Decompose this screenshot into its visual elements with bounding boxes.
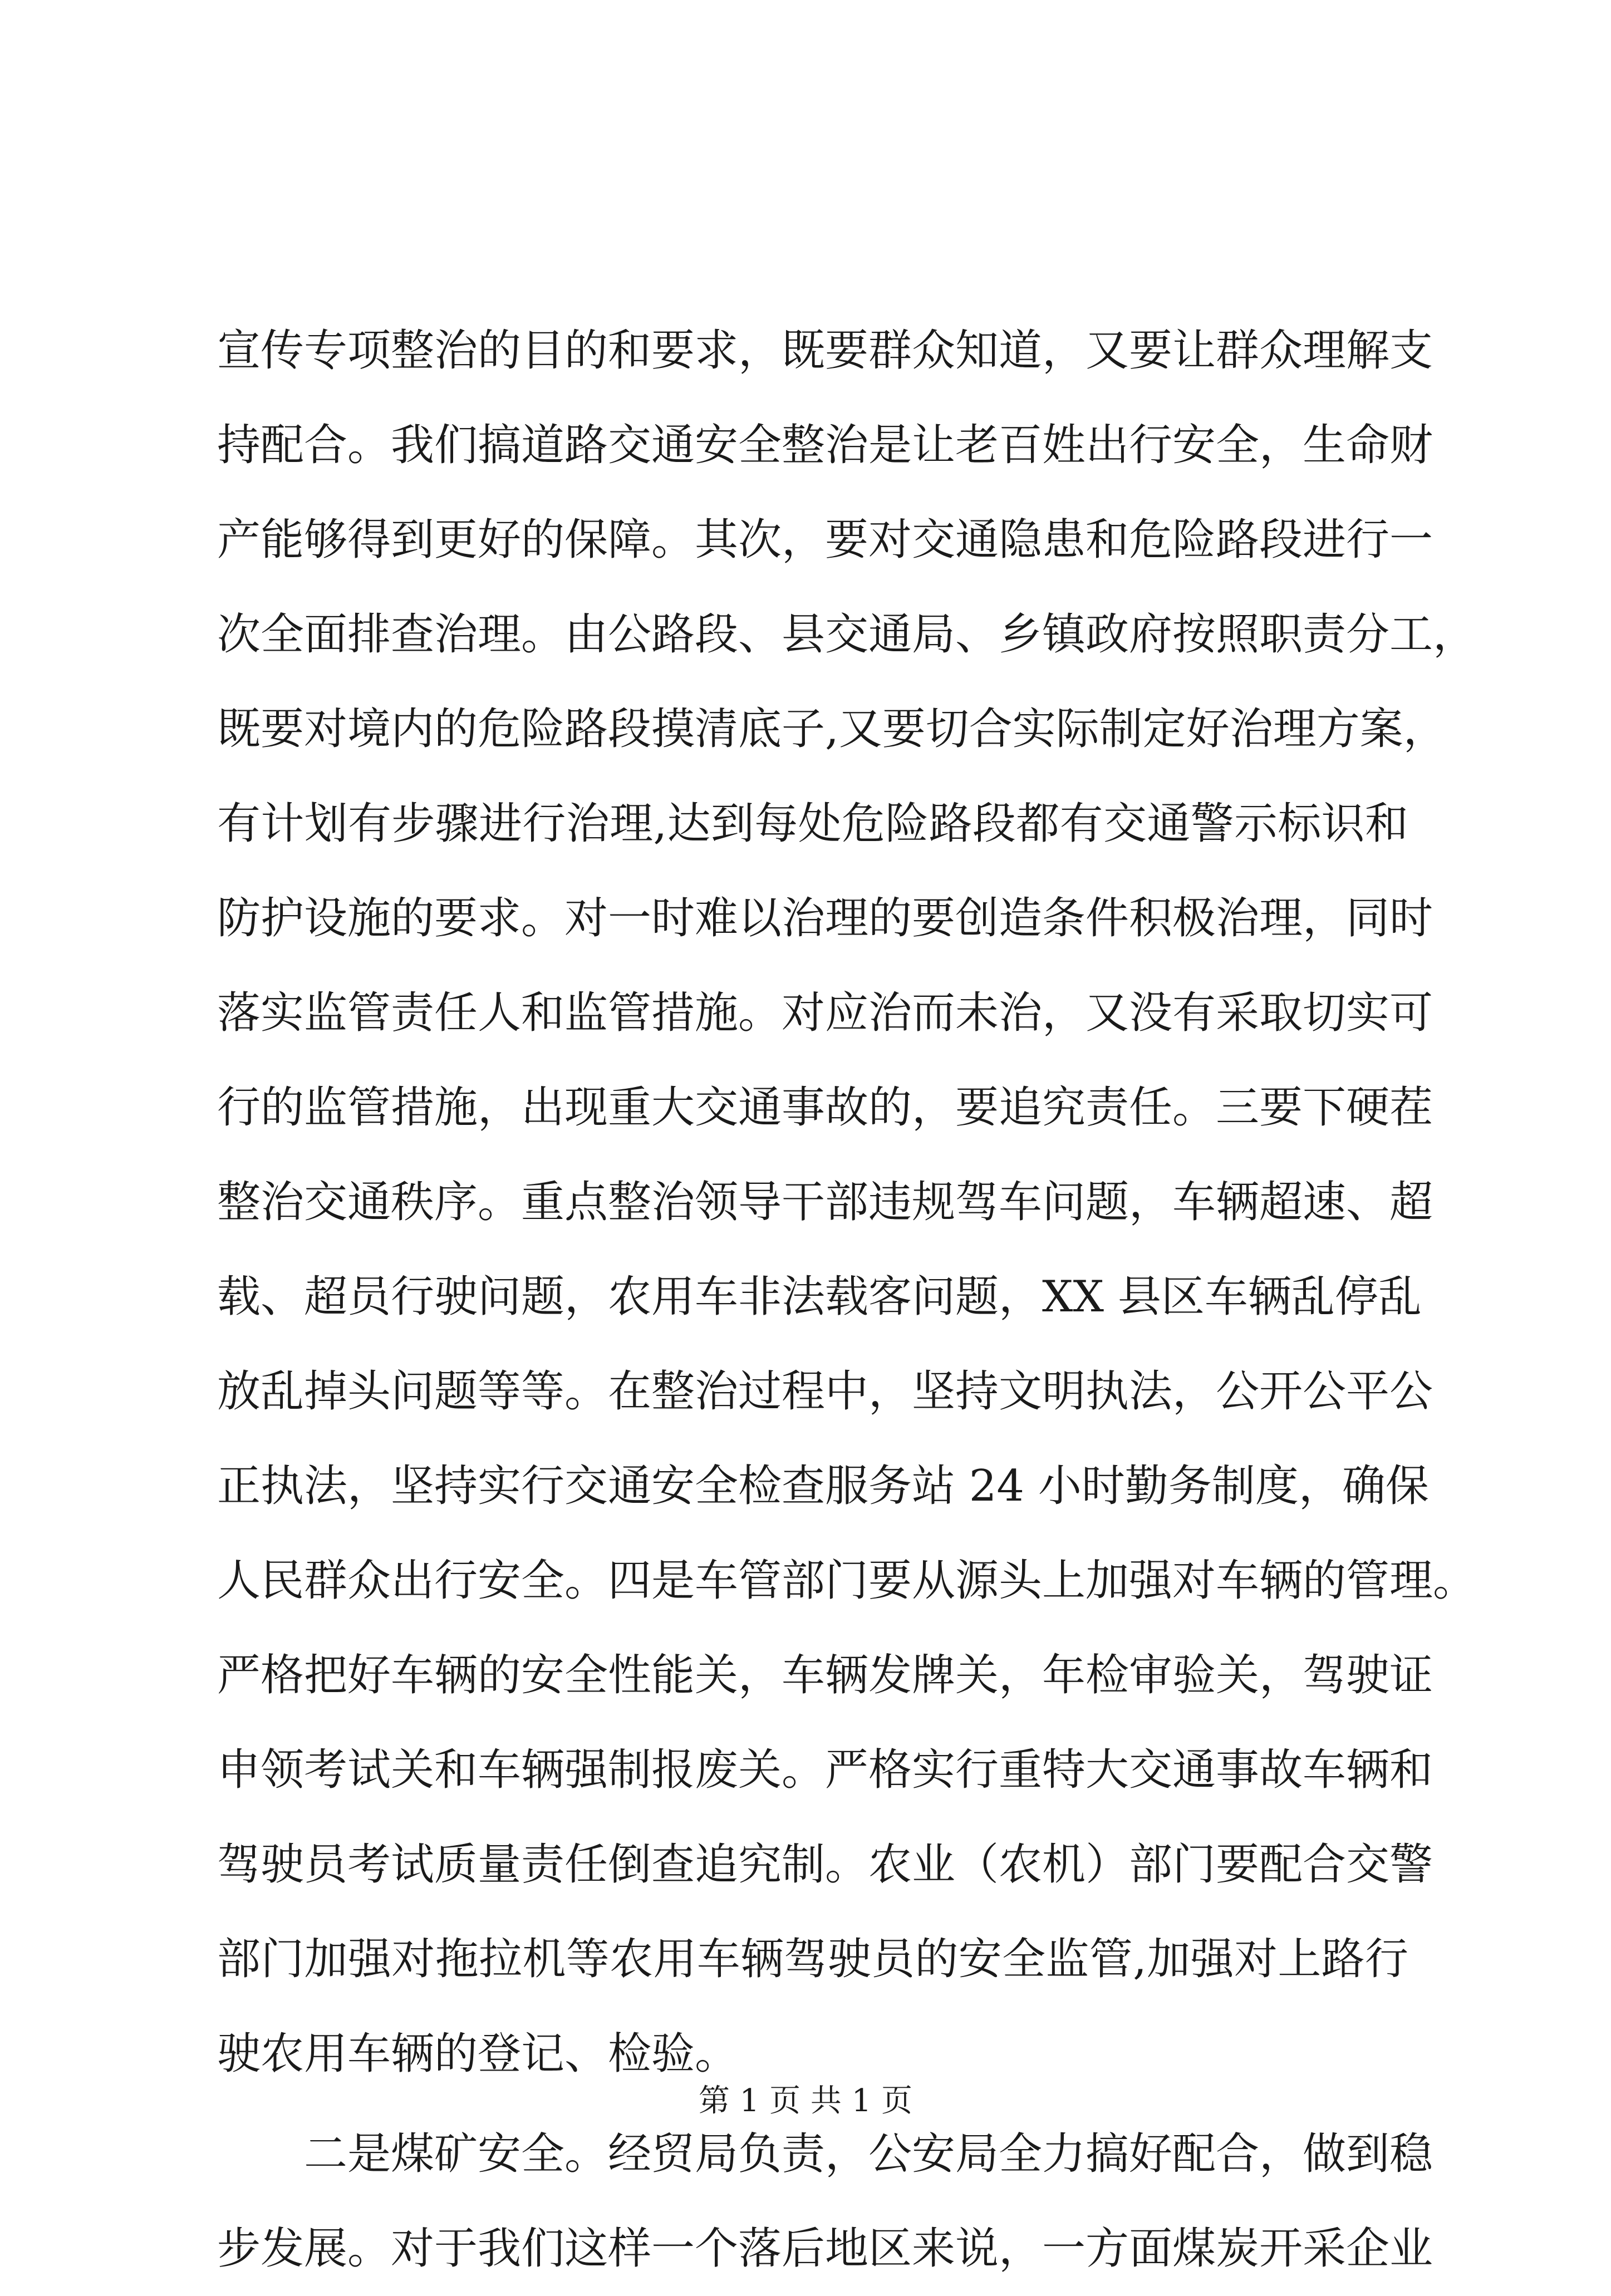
text-line: 放乱掉头问题等等。在整治过程中，坚持文明执法，公开公平公 (217, 1366, 1433, 1417)
text-line: 载、超员行驶问题，农用车非法载客问题，XX 县区车辆乱停乱 (217, 1272, 1422, 1322)
text-line: 行的监管措施，出现重大交通事故的，要追究责任。三要下硬茬 (217, 1083, 1433, 1133)
text-line: 驶农用车辆的登记、检验。 (217, 2029, 739, 2079)
text-line: 防护设施的要求。对一时难以治理的要创造条件积极治理，同时 (217, 893, 1433, 943)
text-line: 步发展。对于我们这样一个落后地区来说，一方面煤炭开采企业 (217, 2224, 1433, 2274)
text-line: 人民群众出行安全。四是车管部门要从源头上加强对车辆的管理。 (217, 1556, 1477, 1606)
text-line: 既要对境内的危险路段摸清底子,又要切合实际制定好治理方案， (217, 704, 1447, 754)
paragraph-2 (217, 2107, 1433, 2296)
text-line: 有计划有步骤进行治理,达到每处危险路段都有交通警示标识和 (217, 799, 1408, 849)
text-line: 整治交通秩序。重点整治领导干部违规驾车问题，车辆超速、超 (217, 1177, 1433, 1227)
text-line: 正执法，坚持实行交通安全检查服务站 24 小时勤务制度，确保 (217, 1461, 1429, 1511)
text-line: 次全面排查治理。由公路段、县交通局、乡镇政府按照职责分工， (217, 609, 1477, 660)
text-line: 落实监管责任人和监管措施。对应治而未治，又没有采取切实可 (217, 988, 1433, 1038)
page-number-footer: 第 1 页 共 1 页 (698, 2083, 913, 2119)
paragraph-1 (217, 303, 1477, 2101)
text-line: 申领考试关和车辆强制报废关。严格实行重特大交通事故车辆和 (217, 1745, 1433, 1795)
text-line: 二是煤矿安全。经贸局负责，公安局全力搞好配合，做到稳 (304, 2129, 1433, 2179)
text-line: 宣传专项整治的目的和要求，既要群众知道，又要让群众理解支 (217, 326, 1433, 376)
text-line: 产能够得到更好的保障。其次，要对交通隐患和危险路段进行一 (217, 515, 1433, 565)
text-line: 驾驶员考试质量责任倒查追究制。农业（农机）部门要配合交警 (217, 1840, 1433, 1890)
text-line: 持配合。我们搞道路交通安全整治是让老百姓出行安全，生命财 (217, 420, 1433, 470)
text-line: 部门加强对拖拉机等农用车辆驾驶员的安全监管,加强对上路行 (217, 1934, 1408, 1984)
text-line: 严格把好车辆的安全性能关，车辆发牌关，年检审验关，驾驶证 (217, 1650, 1433, 1700)
document-body (217, 303, 1477, 2296)
